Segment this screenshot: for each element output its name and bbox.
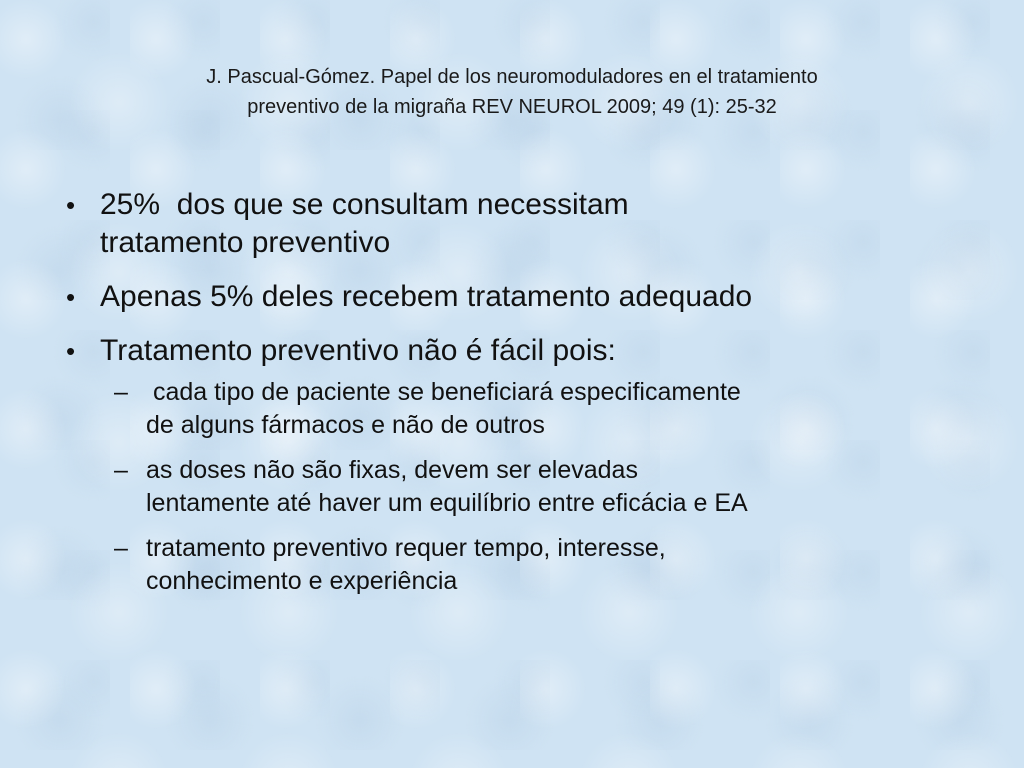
bullet-text-line: 25% dos que se consultam necessitam: [100, 188, 629, 221]
bullet-text-line: Apenas 5% deles recebem tratamento adequado: [100, 280, 753, 313]
sub-bullet-text-line: conhecimento e experiência: [146, 567, 458, 595]
sub-bullet-text-line: cada tipo de paciente se beneficiará especificamente: [146, 378, 741, 406]
sub-bullet-item: [62, 454, 982, 520]
bullet-item: [62, 278, 982, 316]
sub-bullet-item: [62, 376, 982, 442]
bullet-marker: •: [66, 336, 76, 366]
title-line-2: preventivo de la migraña REV NEUROL 2009; 49 (1): 25-32: [247, 96, 777, 118]
dash-marker: –: [114, 378, 128, 406]
sub-bullet-text-line: tratamento preventivo requer tempo, interesse,: [146, 534, 666, 562]
sub-bullet-text-line: lentamente até haver um equilíbrio entre eficácia e EA: [146, 489, 748, 517]
bullet-list: [62, 186, 982, 610]
sub-bullet-text-line: de alguns fármacos e não de outros: [146, 411, 545, 439]
sub-bullet-item: [62, 532, 982, 598]
slide-title: [100, 62, 924, 122]
bullet-text-line: tratamento preventivo: [100, 226, 391, 259]
dash-marker: –: [114, 534, 128, 562]
bullet-marker: •: [66, 190, 76, 220]
sub-bullet-text-line: as doses não são fixas, devem ser elevadas: [146, 456, 638, 484]
bullet-item: [62, 186, 982, 262]
bullet-item: [62, 332, 982, 370]
dash-marker: –: [114, 456, 128, 484]
title-line-1: J. Pascual-Gómez. Papel de los neuromoduladores en el tratamiento: [206, 66, 818, 88]
bullet-text-line: Tratamento preventivo não é fácil pois:: [100, 334, 616, 367]
bullet-marker: •: [66, 282, 76, 312]
